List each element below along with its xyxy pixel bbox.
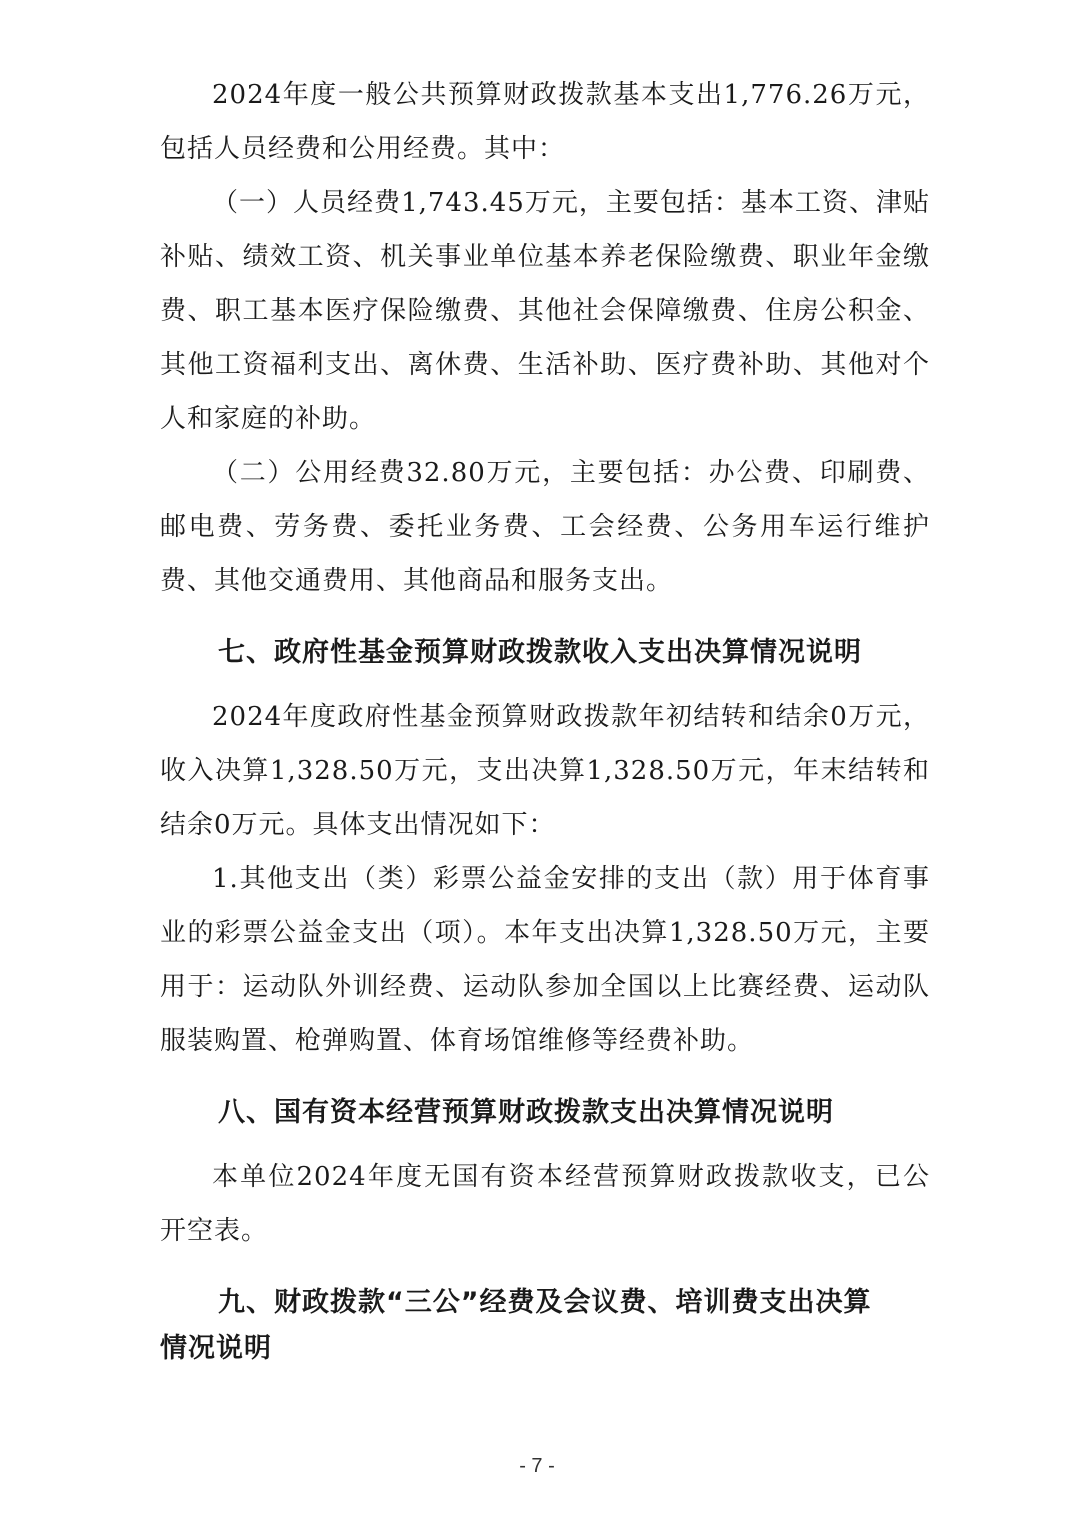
section-8-paragraph-1: 本单位2024年度无国有资本经营预算财政拨款收支，已公开空表。	[160, 1162, 930, 1246]
section-7-paragraph-2: 1.其他支出（类）彩票公益金安排的支出（款）用于体育事业的彩票公益金支出（项）。本年支出决算1,328.50万元，主要用于：运动队外训经费、运动队参加全国以上比赛经费、运动队服装购置、枪弹购置、体育场馆维修等经费补助。	[160, 864, 930, 1056]
section-7-paragraph-1: 2024年度政府性基金预算财政拨款年初结转和结余0万元，收入决算1,328.50万元，支出决算1,328.50万元，年末结转和结余0万元。具体支出情况如下：	[160, 702, 930, 840]
section-9-heading-line-2: 情况说明	[160, 1333, 272, 1364]
section-7-heading: 七、政府性基金预算财政拨款收入支出决算情况说明	[218, 637, 862, 668]
section-9-heading-line-1: 九、财政拨款“三公”经费及会议费、培训费支出决算	[218, 1287, 872, 1318]
personnel-expense-paragraph: （一）人员经费1,743.45万元，主要包括：基本工资、津贴补贴、绩效工资、机关事业单位基本养老保险缴费、职业年金缴费、职工基本医疗保险缴费、其他社会保障缴费、住房公积金、其他工资福利支出、离休费、生活补助、医疗费补助、其他对个人和家庭的补助。	[160, 188, 930, 434]
basic-expense-intro: 2024年度一般公共预算财政拨款基本支出1,776.26万元，包括人员经费和公用经费。其中：	[160, 80, 930, 164]
document-body	[160, 68, 930, 1372]
page-number: - 7 -	[519, 1455, 555, 1477]
section-9-heading	[160, 1280, 930, 1372]
section-8-heading: 八、国有资本经营预算财政拨款支出决算情况说明	[218, 1097, 834, 1128]
public-expense-paragraph: （二）公用经费32.80万元，主要包括：办公费、印刷费、邮电费、劳务费、委托业务费、工会经费、公务用车运行维护费、其他交通费用、其他商品和服务支出。	[160, 458, 930, 596]
